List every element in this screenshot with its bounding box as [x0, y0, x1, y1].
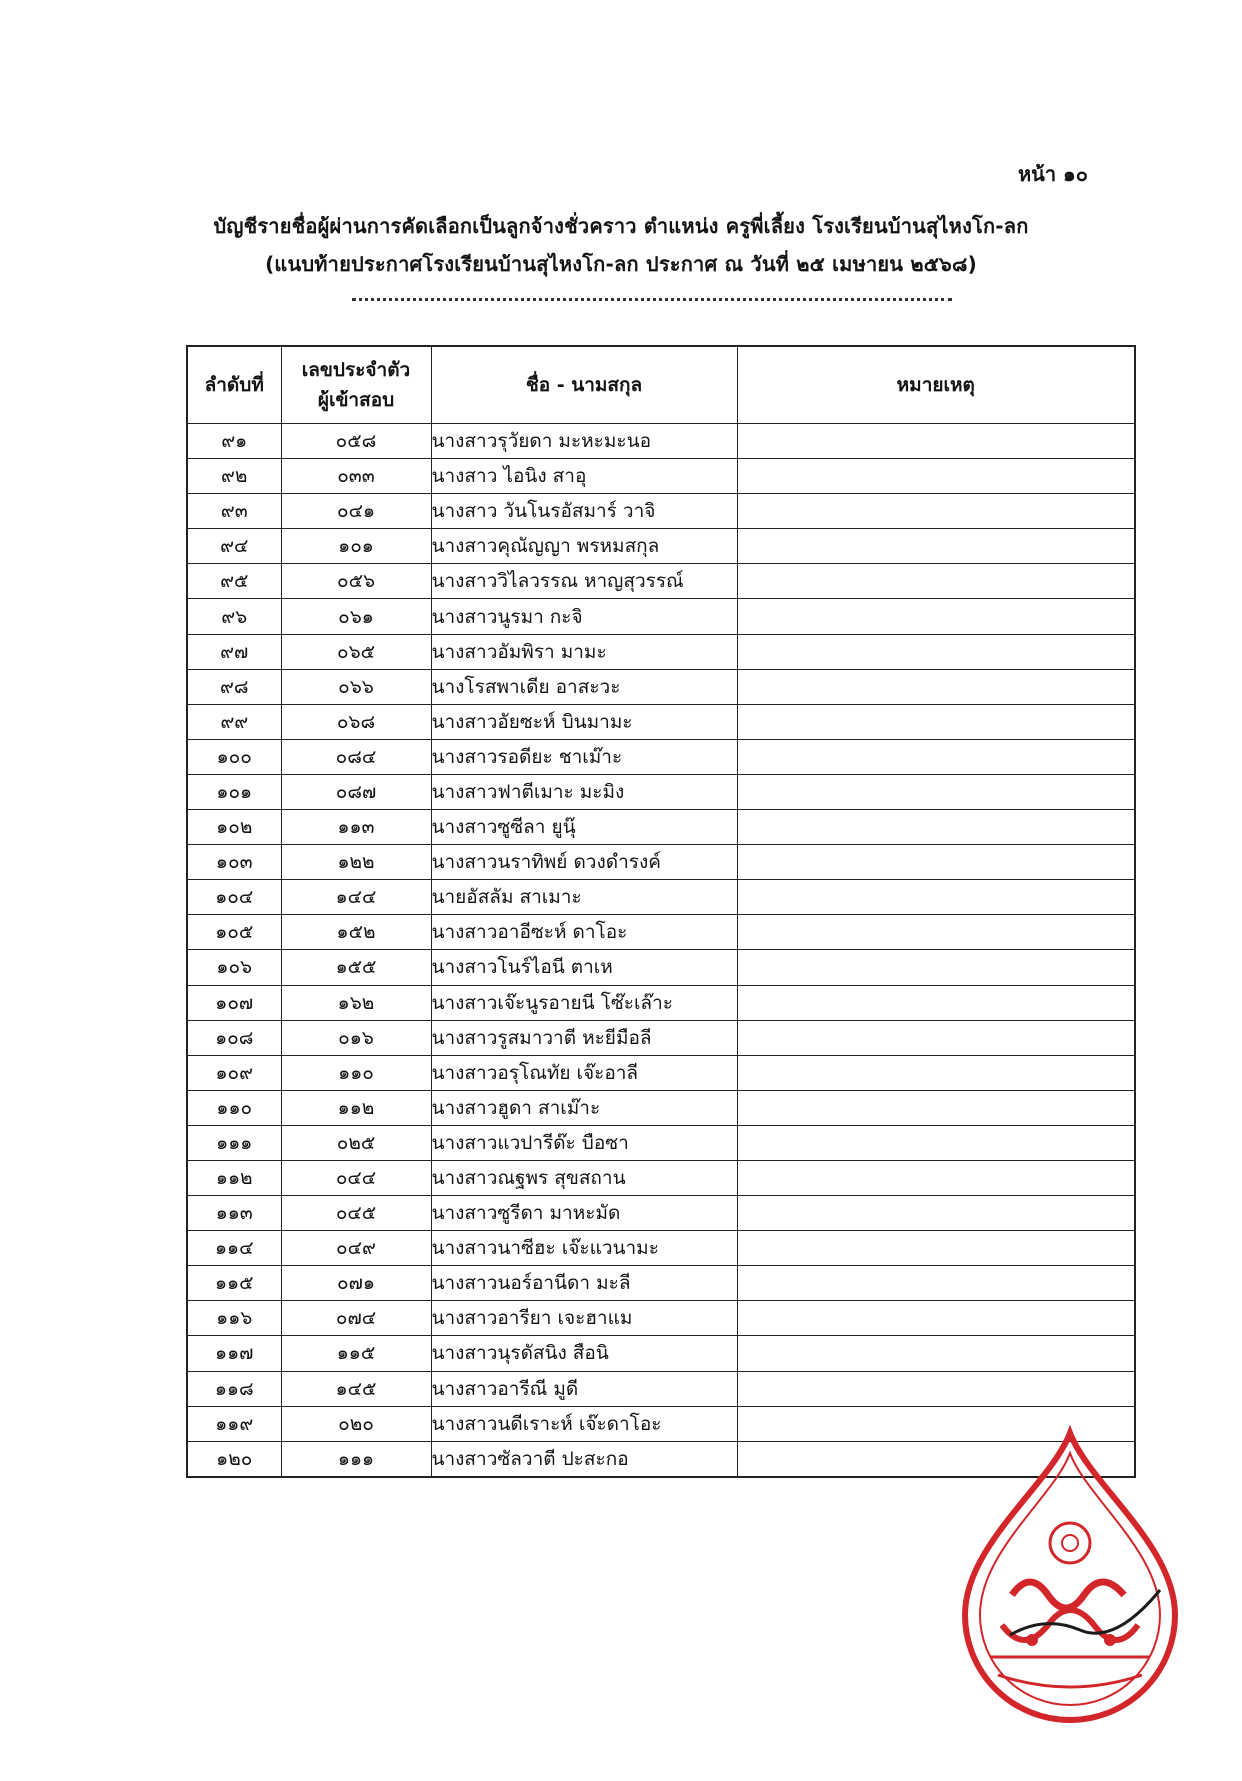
- note-cell: [737, 1231, 1135, 1266]
- page-number: หน้า ๑๐: [1018, 162, 1088, 186]
- name-cell: นางสาวนอร์อานีดา มะลี: [431, 1266, 737, 1301]
- order-cell: ๑๐๒: [187, 810, 281, 845]
- name-cell: นางสาวนาซีฮะ เจ๊ะแวนามะ: [431, 1231, 737, 1266]
- order-cell: ๑๐๓: [187, 845, 281, 880]
- header-note: หมายเหตุ: [737, 346, 1135, 424]
- note-cell: [737, 774, 1135, 809]
- table-row: [187, 880, 1135, 915]
- order-cell: ๑๐๕: [187, 915, 281, 950]
- candidate-id-cell: ๐๖๕: [281, 634, 431, 669]
- order-cell: ๙๒: [187, 459, 281, 494]
- name-cell: นางสาวอัยซะห์ บินมามะ: [431, 704, 737, 739]
- candidate-id-cell: ๑๒๒: [281, 845, 431, 880]
- table-row: [187, 1371, 1135, 1406]
- order-cell: ๑๐๗: [187, 985, 281, 1020]
- name-cell: นางสาวนราทิพย์ ดวงดำรงค์: [431, 845, 737, 880]
- order-cell: ๑๑๐: [187, 1090, 281, 1125]
- name-cell: นางสาวฮูดา สาเม๊าะ: [431, 1090, 737, 1125]
- table-row: [187, 669, 1135, 704]
- name-cell: นางสาวนดีเราะห์ เจ๊ะดาโอะ: [431, 1406, 737, 1441]
- note-cell: [737, 1196, 1135, 1231]
- name-cell: นางสาว ไอนิง สาอุ: [431, 459, 737, 494]
- note-cell: [737, 845, 1135, 880]
- note-cell: [737, 1020, 1135, 1055]
- table-row: [187, 529, 1135, 564]
- candidate-id-cell: ๐๔๕: [281, 1196, 431, 1231]
- candidate-id-cell: ๐๒๕: [281, 1125, 431, 1160]
- candidate-id-cell: ๑๑๒: [281, 1090, 431, 1125]
- name-cell: นางสาวณฐพร สุขสถาน: [431, 1160, 737, 1195]
- name-cell: นางสาวแวปารีด๊ะ บือซา: [431, 1125, 737, 1160]
- candidate-id-cell: ๐๖๑: [281, 599, 431, 634]
- school-seal: [940, 1425, 1200, 1725]
- name-cell: นางสาวรูสมาวาตี หะยีมือลี: [431, 1020, 737, 1055]
- table-row: [187, 1196, 1135, 1231]
- note-cell: [737, 564, 1135, 599]
- candidate-id-cell: ๐๔๙: [281, 1231, 431, 1266]
- table-row: [187, 564, 1135, 599]
- name-cell: นายอัสลัม สาเมาะ: [431, 880, 737, 915]
- header-name: ชื่อ - นามสกุล: [431, 346, 737, 424]
- candidate-id-cell: ๑๑๑: [281, 1441, 431, 1477]
- candidate-id-cell: ๐๘๗: [281, 774, 431, 809]
- order-cell: ๑๑๖: [187, 1301, 281, 1336]
- name-cell: นางสาวฟาตีเมาะ มะมิง: [431, 774, 737, 809]
- header-candidate-id: [281, 346, 431, 424]
- header-order: ลำดับที่: [187, 346, 281, 424]
- candidate-id-cell: ๑๑๕: [281, 1336, 431, 1371]
- note-cell: [737, 985, 1135, 1020]
- order-cell: ๑๑๘: [187, 1371, 281, 1406]
- name-cell: นางสาวซัลวาตี ปะสะกอ: [431, 1441, 737, 1477]
- note-cell: [737, 1371, 1135, 1406]
- order-cell: ๑๐๙: [187, 1055, 281, 1090]
- name-cell: นางสาวอาอีซะห์ ดาโอะ: [431, 915, 737, 950]
- name-cell: นางสาวซูซีลา ยูนุ๊: [431, 810, 737, 845]
- table-row: [187, 1231, 1135, 1266]
- candidate-id-cell: ๐๗๑: [281, 1266, 431, 1301]
- note-cell: [737, 424, 1135, 459]
- note-cell: [737, 599, 1135, 634]
- note-cell: [737, 1160, 1135, 1195]
- table-row: [187, 845, 1135, 880]
- candidate-id-cell: ๐๔๑: [281, 494, 431, 529]
- note-cell: [737, 1055, 1135, 1090]
- table-row: [187, 915, 1135, 950]
- table-row: [187, 1301, 1135, 1336]
- table-body: [187, 424, 1135, 1477]
- order-cell: ๑๑๕: [187, 1266, 281, 1301]
- candidate-id-cell: ๑๑๓: [281, 810, 431, 845]
- order-cell: ๙๕: [187, 564, 281, 599]
- table-row: [187, 810, 1135, 845]
- order-cell: ๙๘: [187, 669, 281, 704]
- dotted-separator: [352, 298, 952, 301]
- name-cell: นางโรสพาเดีย อาสะวะ: [431, 669, 737, 704]
- order-cell: ๑๐๑: [187, 774, 281, 809]
- note-cell: [737, 494, 1135, 529]
- document-title: บัญชีรายชื่อผู้ผ่านการคัดเลือกเป็นลูกจ้างชั่วคราว ตำแหน่ง ครูพี่เลี้ยง โรงเรียนบ้านสุไหงโก-ลก: [213, 214, 1029, 238]
- table-row: [187, 1020, 1135, 1055]
- order-cell: ๙๗: [187, 634, 281, 669]
- note-cell: [737, 704, 1135, 739]
- header-candidate-id-line2: ผู้เข้าสอบ: [317, 389, 395, 411]
- table-row: [187, 424, 1135, 459]
- name-cell: นางสาวนุรดัสนิง สือนิ: [431, 1336, 737, 1371]
- table-row: [187, 634, 1135, 669]
- candidate-id-cell: ๑๐๑: [281, 529, 431, 564]
- note-cell: [737, 1301, 1135, 1336]
- name-cell: นางสาวนูรมา กะจิ: [431, 599, 737, 634]
- order-cell: ๑๑๑: [187, 1125, 281, 1160]
- order-cell: ๙๖: [187, 599, 281, 634]
- table-row: [187, 1160, 1135, 1195]
- table-row: [187, 1090, 1135, 1125]
- name-cell: นางสาวเจ๊ะนูรอายนี โซ๊ะเล๊าะ: [431, 985, 737, 1020]
- table-row: [187, 739, 1135, 774]
- order-cell: ๙๑: [187, 424, 281, 459]
- note-cell: [737, 669, 1135, 704]
- name-cell: นางสาวซูรีดา มาหะมัด: [431, 1196, 737, 1231]
- candidate-id-cell: ๐๕๖: [281, 564, 431, 599]
- candidate-id-cell: ๐๗๔: [281, 1301, 431, 1336]
- candidate-table: [186, 345, 1136, 1478]
- candidate-id-cell: ๑๕๒: [281, 915, 431, 950]
- table-header-row: [187, 346, 1135, 424]
- name-cell: นางสาวอรุโณทัย เจ๊ะอาลี: [431, 1055, 737, 1090]
- candidate-id-cell: ๐๑๖: [281, 1020, 431, 1055]
- table-row: [187, 494, 1135, 529]
- note-cell: [737, 634, 1135, 669]
- name-cell: นางสาว วันโนรอัสมาร์ วาจิ: [431, 494, 737, 529]
- note-cell: [737, 810, 1135, 845]
- candidate-id-cell: ๑๕๕: [281, 950, 431, 985]
- document-subtitle: (แนบท้ายประกาศโรงเรียนบ้านสุไหงโก-ลก ประกาศ ณ วันที่ ๒๕ เมษายน ๒๕๖๘): [265, 252, 977, 276]
- candidate-id-cell: ๑๖๒: [281, 985, 431, 1020]
- table-row: [187, 704, 1135, 739]
- order-cell: ๑๑๔: [187, 1231, 281, 1266]
- candidate-id-cell: ๑๔๕: [281, 1371, 431, 1406]
- header-candidate-id-line1: เลขประจำตัว: [301, 359, 411, 381]
- name-cell: นางสาวรอดียะ ชาเม๊าะ: [431, 739, 737, 774]
- order-cell: ๙๓: [187, 494, 281, 529]
- order-cell: ๑๐๔: [187, 880, 281, 915]
- table-row: [187, 1055, 1135, 1090]
- note-cell: [737, 459, 1135, 494]
- candidate-id-cell: ๐๒๐: [281, 1406, 431, 1441]
- table-row: [187, 1336, 1135, 1371]
- candidate-id-cell: ๑๑๐: [281, 1055, 431, 1090]
- name-cell: นางสาวโนร์ไอนี ตาเห: [431, 950, 737, 985]
- table-row: [187, 1125, 1135, 1160]
- name-cell: นางสาวอัมพิรา มามะ: [431, 634, 737, 669]
- candidate-id-cell: ๐๖๘: [281, 704, 431, 739]
- order-cell: ๑๐๐: [187, 739, 281, 774]
- order-cell: ๑๑๒: [187, 1160, 281, 1195]
- order-cell: ๑๑๙: [187, 1406, 281, 1441]
- table-row: [187, 599, 1135, 634]
- candidate-id-cell: ๐๘๔: [281, 739, 431, 774]
- candidate-id-cell: ๐๖๖: [281, 669, 431, 704]
- note-cell: [737, 1125, 1135, 1160]
- order-cell: ๑๑๓: [187, 1196, 281, 1231]
- name-cell: นางสาวรุวัยดา มะหะมะนอ: [431, 424, 737, 459]
- order-cell: ๙๙: [187, 704, 281, 739]
- candidate-id-cell: ๐๕๘: [281, 424, 431, 459]
- candidate-id-cell: ๐๔๔: [281, 1160, 431, 1195]
- note-cell: [737, 529, 1135, 564]
- note-cell: [737, 1090, 1135, 1125]
- table-row: [187, 459, 1135, 494]
- table-row: [187, 1266, 1135, 1301]
- name-cell: นางสาวอารียา เจะฮาแม: [431, 1301, 737, 1336]
- order-cell: ๑๒๐: [187, 1441, 281, 1477]
- candidate-id-cell: ๑๔๔: [281, 880, 431, 915]
- order-cell: ๙๔: [187, 529, 281, 564]
- candidate-id-cell: ๐๓๓: [281, 459, 431, 494]
- note-cell: [737, 915, 1135, 950]
- note-cell: [737, 880, 1135, 915]
- name-cell: นางสาวคุณัญญา พรหมสกุล: [431, 529, 737, 564]
- note-cell: [737, 1336, 1135, 1371]
- table-row: [187, 774, 1135, 809]
- note-cell: [737, 1266, 1135, 1301]
- order-cell: ๑๑๗: [187, 1336, 281, 1371]
- table-row: [187, 950, 1135, 985]
- note-cell: [737, 739, 1135, 774]
- name-cell: นางสาวอารีณี มูดี: [431, 1371, 737, 1406]
- order-cell: ๑๐๘: [187, 1020, 281, 1055]
- name-cell: นางสาววิไลวรรณ หาญสุวรรณ์: [431, 564, 737, 599]
- order-cell: ๑๐๖: [187, 950, 281, 985]
- table-row: [187, 985, 1135, 1020]
- note-cell: [737, 950, 1135, 985]
